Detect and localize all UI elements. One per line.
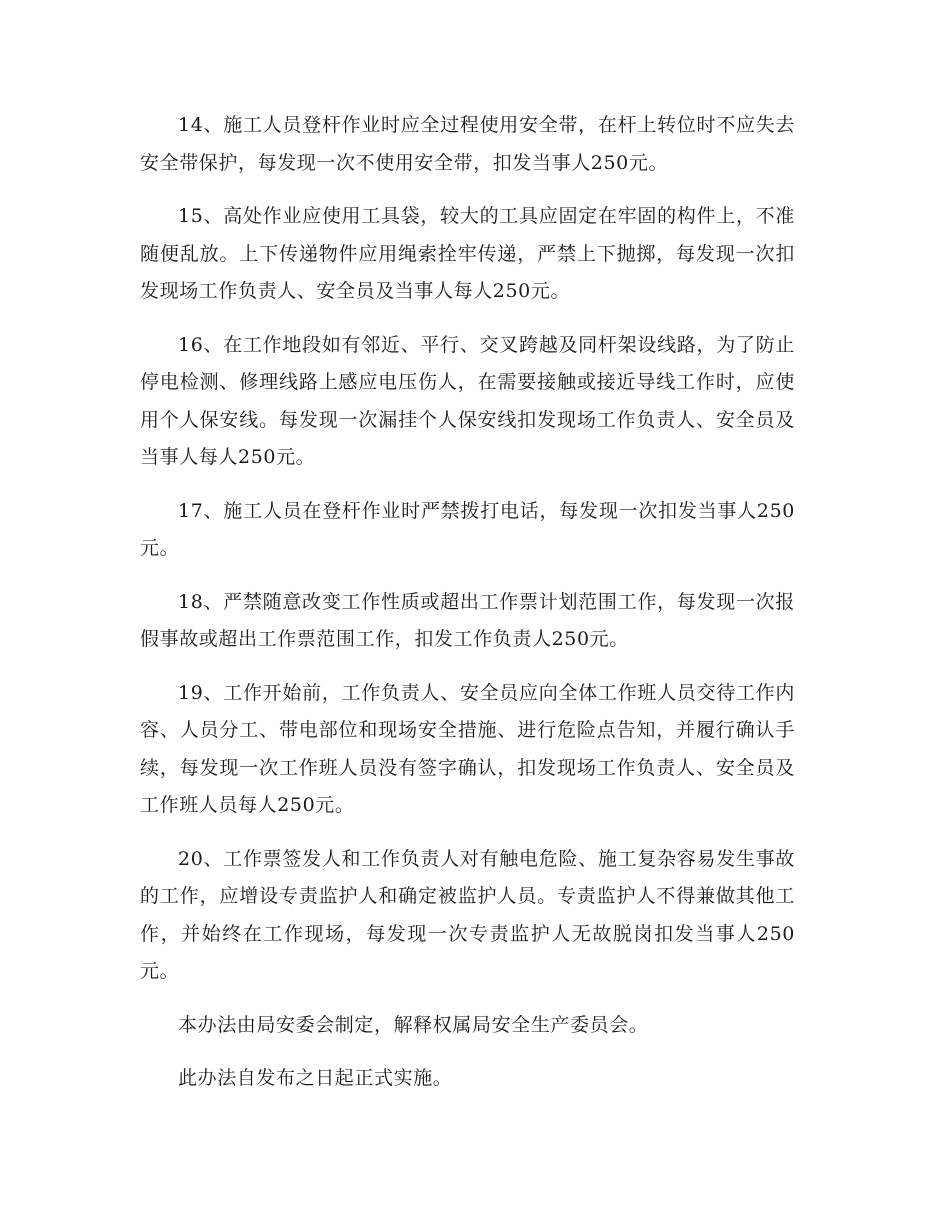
- rule-18-paragraph: 18、严禁随意改变工作性质或超出工作票计划范围工作，每发现一次报假事故或超出工作票范围工作，扣发工作负责人250元。: [140, 590, 795, 650]
- rule-14-paragraph: 14、施工人员登杆作业时应全过程使用安全带，在杆上转位时不应失去安全带保护，每发现一次不使用安全带，扣发当事人250元。: [140, 114, 795, 174]
- document-page: [140, 107, 795, 1114]
- rule-19-paragraph: 19、工作开始前，工作负责人、安全员应向全体工作班人员交待工作内容、人员分工、带电部位和现场安全措施、进行危险点告知，并履行确认手续，每发现一次工作班人员没有签字确认，扣发现场工作负责人、安全员及工作班人员每人250元。: [140, 681, 795, 816]
- rule-16-paragraph: 16、在工作地段如有邻近、平行、交叉跨越及同杆架设线路，为了防止停电检测、修理线路上感应电压伤人，在需要接触或接近导线工作时，应使用个人保安线。每发现一次漏挂个人保安线扣发现场工作负责人、安全员及当事人每人250元。: [140, 333, 795, 468]
- effective-date-paragraph: 此办法自发布之日起正式实施。: [178, 1067, 453, 1089]
- rule-20-paragraph: 20、工作票签发人和工作负责人对有触电危险、施工复杂容易发生事故的工作，应增设专责监护人和确定被监护人员。专责监护人不得兼做其他工作，并始终在工作现场，每发现一次专责监护人无故脱岗扣发当事人250元。: [140, 847, 795, 982]
- rule-15-paragraph: 15、高处作业应使用工具袋，较大的工具应固定在牢固的构件上，不准随便乱放。上下传递物件应用绳索拴牢传递，严禁上下抛掷，每发现一次扣发现场工作负责人、安全员及当事人每人250元。: [140, 205, 795, 302]
- interpretation-paragraph: 本办法由局安委会制定，解释权属局安全生产委员会。: [178, 1013, 649, 1036]
- rule-17-paragraph: 17、施工人员在登杆作业时严禁拨打电话，每发现一次扣发当事人250元。: [140, 499, 795, 559]
